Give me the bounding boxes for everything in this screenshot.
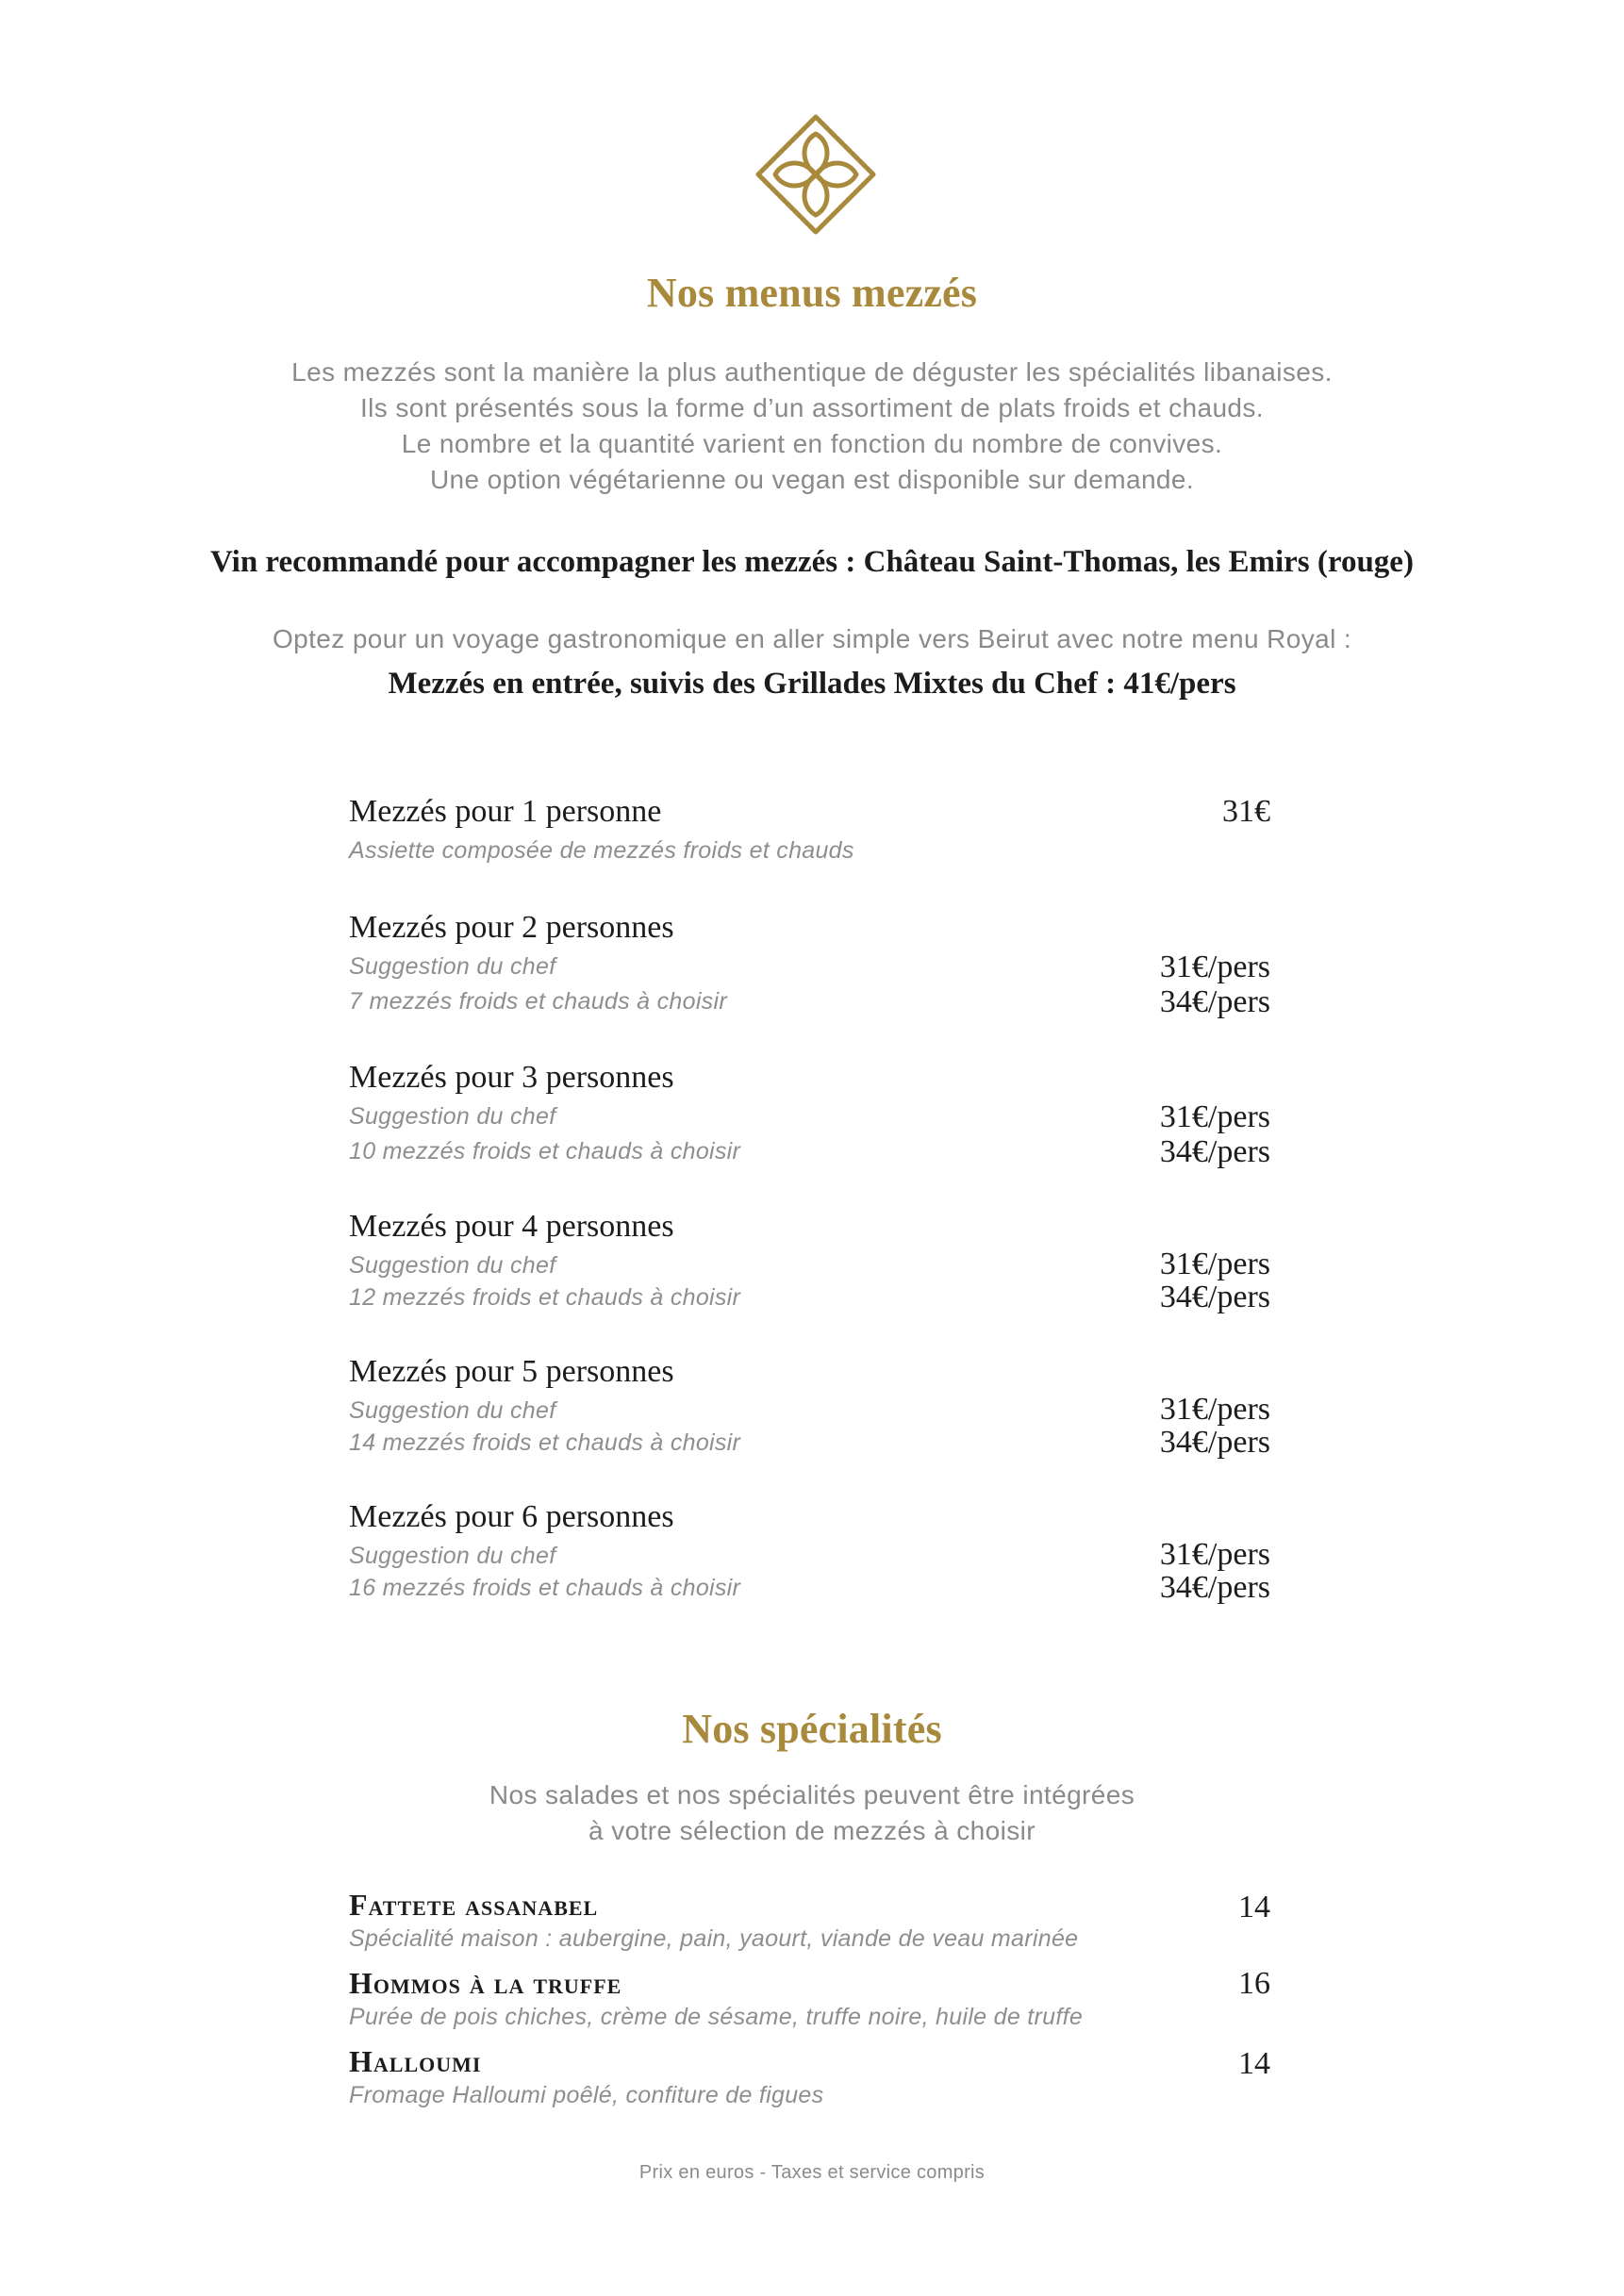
menu-item-option-price: 34€/pers <box>1159 984 1270 1019</box>
menu-item-name: Mezzés pour 1 personne <box>349 794 662 829</box>
menu-item-option: Suggestion du chef <box>349 953 556 980</box>
specialite-description: Spécialité maison : aubergine, pain, yaourt, viande de veau marinée <box>349 1925 1079 1952</box>
intro-line: Les mezzés sont la manière la plus authentique de déguster les spécialités libanaises. <box>291 357 1333 387</box>
menu-item-option: Suggestion du chef <box>349 1543 556 1569</box>
intro-line: Ils sont présentés sous la forme d’un assortiment de plats froids et chauds. <box>360 393 1264 422</box>
menu-item-option: Suggestion du chef <box>349 1103 556 1130</box>
menu-item-option-price: 31€/pers <box>1159 1392 1270 1427</box>
menu-item-option-price: 31€/pers <box>1159 950 1270 984</box>
specialite-price: 14 <box>1238 2046 1270 2081</box>
specialite-name: Halloumi <box>349 2044 482 2078</box>
menu-item-name: Mezzés pour 3 personnes <box>349 1060 674 1095</box>
menu-item-option: 10 mezzés froids et chauds à choisir <box>349 1138 741 1165</box>
royal-menu-intro: Optez pour un voyage gastronomique en aller simple vers Beirut avec notre menu Royal : <box>272 624 1352 653</box>
specialite-description: Purée de pois chiches, crème de sésame, truffe noire, huile de truffe <box>349 2004 1084 2030</box>
mezzes-intro <box>0 355 1624 498</box>
menu-item-name: Mezzés pour 2 personnes <box>349 910 674 945</box>
menu-item-option: 12 mezzés froids et chauds à choisir <box>349 1284 741 1311</box>
menu-item-option: 7 mezzés froids et chauds à choisir <box>349 988 727 1015</box>
wine-recommendation: Vin recommandé pour accompagner les mezzés : Château Saint-Thomas, les Emirs (rouge) <box>210 545 1414 579</box>
specialite-name: Fattete assanabel <box>349 1888 599 1922</box>
specialite-price: 14 <box>1238 1890 1270 1924</box>
menu-item-option-price: 34€/pers <box>1159 1280 1270 1314</box>
specialites-section-title: Nos spécialités <box>682 1706 942 1752</box>
menu-item-name: Mezzés pour 6 personnes <box>349 1499 674 1534</box>
menu-item-option: 16 mezzés froids et chauds à choisir <box>349 1575 741 1601</box>
specialites-intro <box>0 1777 1624 1849</box>
intro-line: Une option végétarienne ou vegan est disponible sur demande. <box>429 465 1195 494</box>
intro-line: Nos salades et nos spécialités peuvent être intégrées <box>489 1780 1135 1809</box>
menu-item-option-price: 34€/pers <box>1159 1425 1270 1460</box>
intro-line: Le nombre et la quantité varient en fonction du nombre de convives. <box>401 429 1223 458</box>
menu-item-price: 31€ <box>1222 794 1270 829</box>
menu-item-option-price: 34€/pers <box>1159 1134 1270 1169</box>
menu-item-option: Suggestion du chef <box>349 1397 556 1424</box>
specialite-description: Fromage Halloumi poêlé, confiture de figues <box>349 2082 824 2108</box>
intro-line: à votre sélection de mezzés à choisir <box>588 1816 1036 1845</box>
menu-item-option: 14 mezzés froids et chauds à choisir <box>349 1429 741 1456</box>
mezzes-section-title: Nos menus mezzés <box>646 270 978 316</box>
menu-item-name: Mezzés pour 4 personnes <box>349 1209 674 1244</box>
menu-item-option-price: 31€/pers <box>1159 1099 1270 1134</box>
menu-item-name: Mezzés pour 5 personnes <box>349 1354 674 1389</box>
price-footer-note: Prix en euros - Taxes et service compris <box>638 2162 986 2183</box>
specialite-price: 16 <box>1238 1966 1270 2001</box>
specialite-name: Hommos à la truffe <box>349 1966 622 2000</box>
menu-item-option-price: 31€/pers <box>1159 1247 1270 1281</box>
quatrefoil-logo-icon <box>754 113 877 236</box>
menu-item-option-price: 34€/pers <box>1159 1570 1270 1605</box>
royal-menu-offer: Mezzés en entrée, suivis des Grillades Mixtes du Chef : 41€/pers <box>388 667 1236 701</box>
menu-item-option: Suggestion du chef <box>349 1252 556 1279</box>
menu-item-option-price: 31€/pers <box>1159 1537 1270 1572</box>
menu-item-description: Assiette composée de mezzés froids et chauds <box>349 837 854 864</box>
